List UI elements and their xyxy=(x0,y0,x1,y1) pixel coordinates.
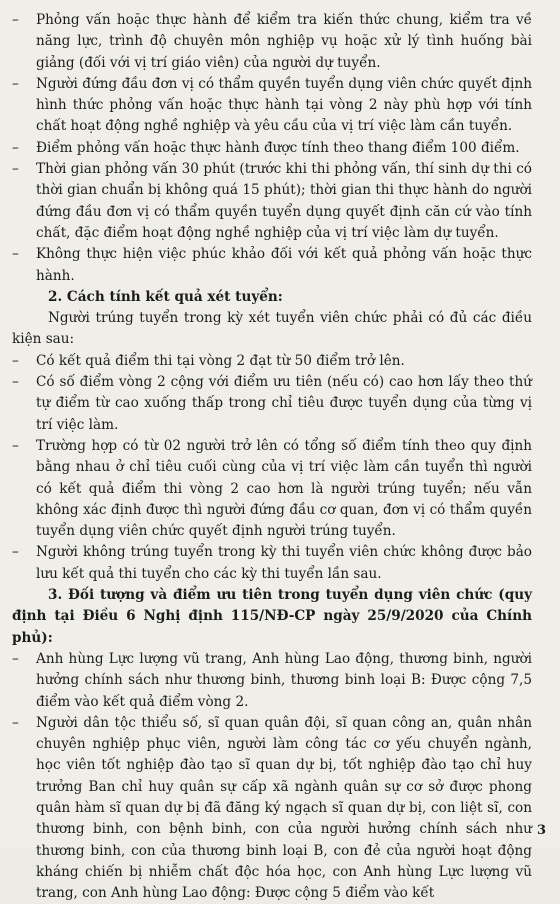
paragraph-text: Điểm phỏng vấn hoặc thực hành được tính theo thang điểm 100 điểm. xyxy=(36,139,520,156)
list-item xyxy=(12,244,532,287)
paragraph-text: Anh hùng Lực lượng vũ trang, Anh hùng Lao động, thương binh, người hưởng chính sách như thương binh, thương binh loại B: Được cộng 7,5 điểm vào kết quả điểm vòng 2. xyxy=(36,650,532,710)
list-item xyxy=(12,74,532,138)
paragraph-text: Người dân tộc thiểu số, sĩ quan quân đội, sĩ quan công an, quân nhân chuyên nghiệp phục viên, người làm công tác cơ yếu chuyển ngành, học viên tốt nghiệp đào tạo sĩ quan dự bị, tốt nghiệp đào tạo chỉ huy trưởng Ban chỉ huy quân sự cấp xã ngành quân sự cơ sở được phong quân hàm sĩ quan dự bị đã đăng ký ngạch sĩ quan dự bị, con liệt sĩ, con thương binh, con bệnh binh, con của người hưởng chính sách như thương binh, con của thương binh loại B, con đẻ của người hoạt động kháng chiến bị nhiễm chất độc hóa học, con Anh hùng Lực lượng vũ trang, con Anh hùng Lao động: Được cộng 5 điểm vào kết xyxy=(36,714,532,902)
dash-marker: – xyxy=(12,75,19,92)
dash-marker: – xyxy=(12,544,19,561)
list-item xyxy=(12,436,532,542)
paragraph-text: Không thực hiện việc phúc khảo đối với kết quả phỏng vấn hoặc thực hành. xyxy=(36,246,532,284)
list-item xyxy=(12,649,532,713)
section-2-heading: 2. Cách tính kết quả xét tuyển: xyxy=(48,288,283,305)
dash-marker: – xyxy=(12,246,19,263)
paragraph-text: Trường hợp có từ 02 người trở lên có tổng số điểm tính theo quy định bằng nhau ở chỉ tiêu cuối cùng của vị trí việc làm cần tuyển thì người có kết quả điểm thi vòng 2 cao hơn là người trúng tuyển; nếu vẫn không xác định được thì người đứng đầu cơ quan, đơn vị có thẩm quyền tuyển dụng viên chức quyết định người trúng tuyển. xyxy=(36,437,532,540)
list-item xyxy=(12,138,532,159)
section-2-intro: Người trúng tuyển trong kỳ xét tuyển viên chức phải có đủ các điều kiện sau: xyxy=(12,310,532,348)
paragraph-text: Thời gian phỏng vấn 30 phút (trước khi thi phỏng vấn, thí sinh dự thi có thời gian chuẩn bị không quá 15 phút); thời gian thi thực hành do người đứng đầu đơn vị có thẩm quyền tuyển dụng quyết định căn cứ vào tính chất, đặc điểm hoạt động nghề nghiệp của vị trí việc làm dự tuyển. xyxy=(36,161,532,241)
list-item xyxy=(12,159,532,244)
list-item xyxy=(12,713,532,904)
list-item xyxy=(12,351,532,372)
dash-marker: – xyxy=(12,139,19,156)
section-3-heading: 3. Đối tượng và điểm ưu tiên trong tuyển dụng viên chức (quy định tại Điều 6 Nghị định 115/NĐ-CP ngày 25/9/2020 của Chính phủ): xyxy=(12,587,532,646)
list-item xyxy=(12,10,532,74)
paragraph-text: Người không trúng tuyển trong kỳ thi tuyển viên chức không được bảo lưu kết quả thi tuyển cho các kỳ thi tuyển lần sau. xyxy=(36,544,532,582)
dash-marker: – xyxy=(12,161,19,178)
dash-marker: – xyxy=(12,714,19,731)
dash-marker: – xyxy=(12,437,19,454)
page-number: 3 xyxy=(536,823,546,838)
list-item xyxy=(12,372,532,436)
paragraph-text: Người đứng đầu đơn vị có thẩm quyền tuyển dụng viên chức quyết định hình thức phỏng vấn hoặc thực hành tại vòng 2 này phù hợp với tính chất hoạt động nghề nghiệp và yêu cầu của vị trí việc làm cần tuyển. xyxy=(36,75,532,135)
list-item xyxy=(12,542,532,585)
dash-marker: – xyxy=(12,374,19,391)
paragraph-text: Phỏng vấn hoặc thực hành để kiểm tra kiến thức chung, kiểm tra về năng lực, trình độ chuyên môn nghiệp vụ hoặc xử lý tình huống bài giảng (đối với vị trí giáo viên) của người dự tuyển. xyxy=(36,12,532,71)
dash-marker: – xyxy=(12,12,19,28)
dash-marker: – xyxy=(12,352,19,369)
paragraph-text: Có số điểm vòng 2 cộng với điểm ưu tiên (nếu có) cao hơn lấy theo thứ tự điểm từ cao xuống thấp trong chỉ tiêu được tuyển dụng của từng vị trí việc làm. xyxy=(36,374,532,433)
paragraph-text: Có kết quả điểm thi tại vòng 2 đạt từ 50 điểm trở lên. xyxy=(36,352,405,369)
dash-marker: – xyxy=(12,650,19,667)
